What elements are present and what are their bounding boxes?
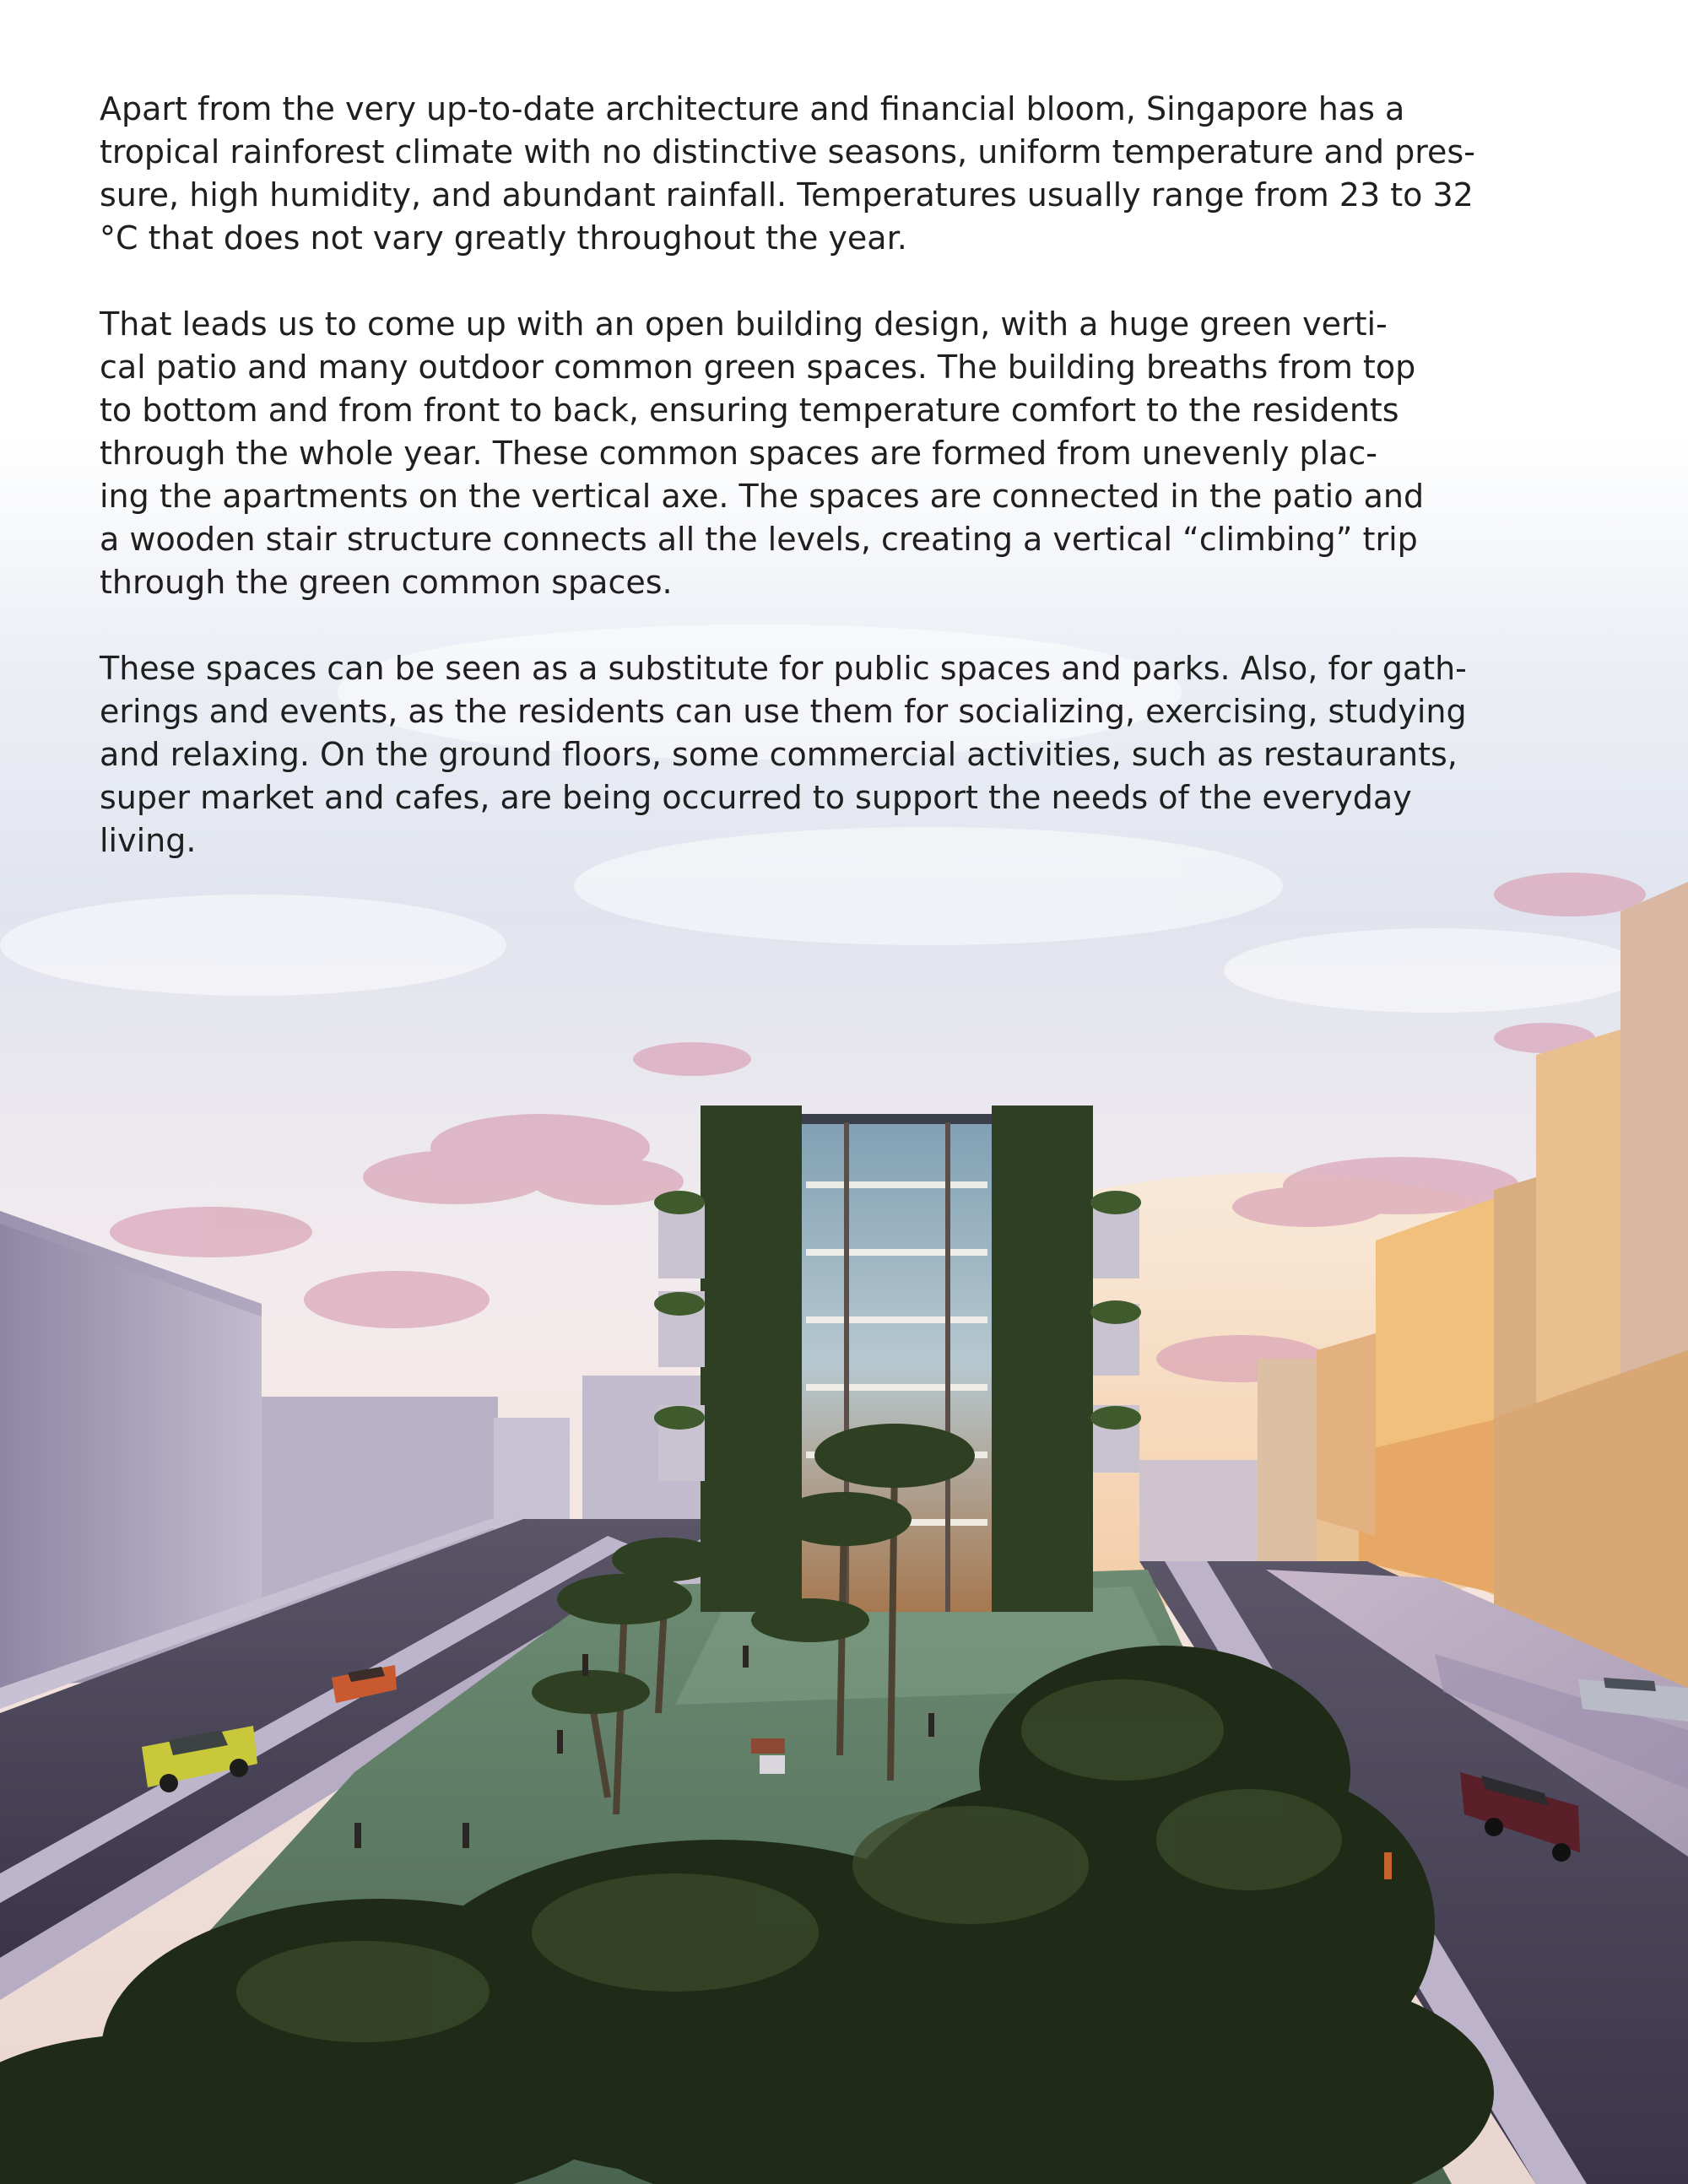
paragraph-climate: Apart from the very up-to-date architecture and financial bloom, Singapore has a tropical rainforest climate with no distinctive seasons, uniform temperature and pres- sure, high humidity, and abundant rainfall. Temperatures usually range from 23 to 32 °C that does not vary greatly throughout the year. (100, 90, 1475, 257)
paragraph-design: That leads us to come up with an open building design, with a huge green verti- cal patio and many outdoor common green spaces. The building breaths from top to bottom and from front to back, ensuring temperature comfort to the residents through the whole year. These common spaces are formed from unevenly plac- ing the apartments on the vertical axe. The spaces are connected in the patio and a wooden stair structure connects all the levels, creating a vertical “climbing” trip through the green common spaces. (100, 305, 1425, 601)
green-building (654, 1106, 1141, 1612)
paragraph-common-spaces: These spaces can be seen as a substitute for public spaces and parks. Also, for gath- erings and events, as the residents can use them for socializing, exercising, studying and relaxing. On the ground floors, some commercial activities, such as restaurants, super market and cafes, are being occurred to support the needs of the everyday living. (100, 650, 1467, 859)
body-text (100, 88, 1602, 905)
